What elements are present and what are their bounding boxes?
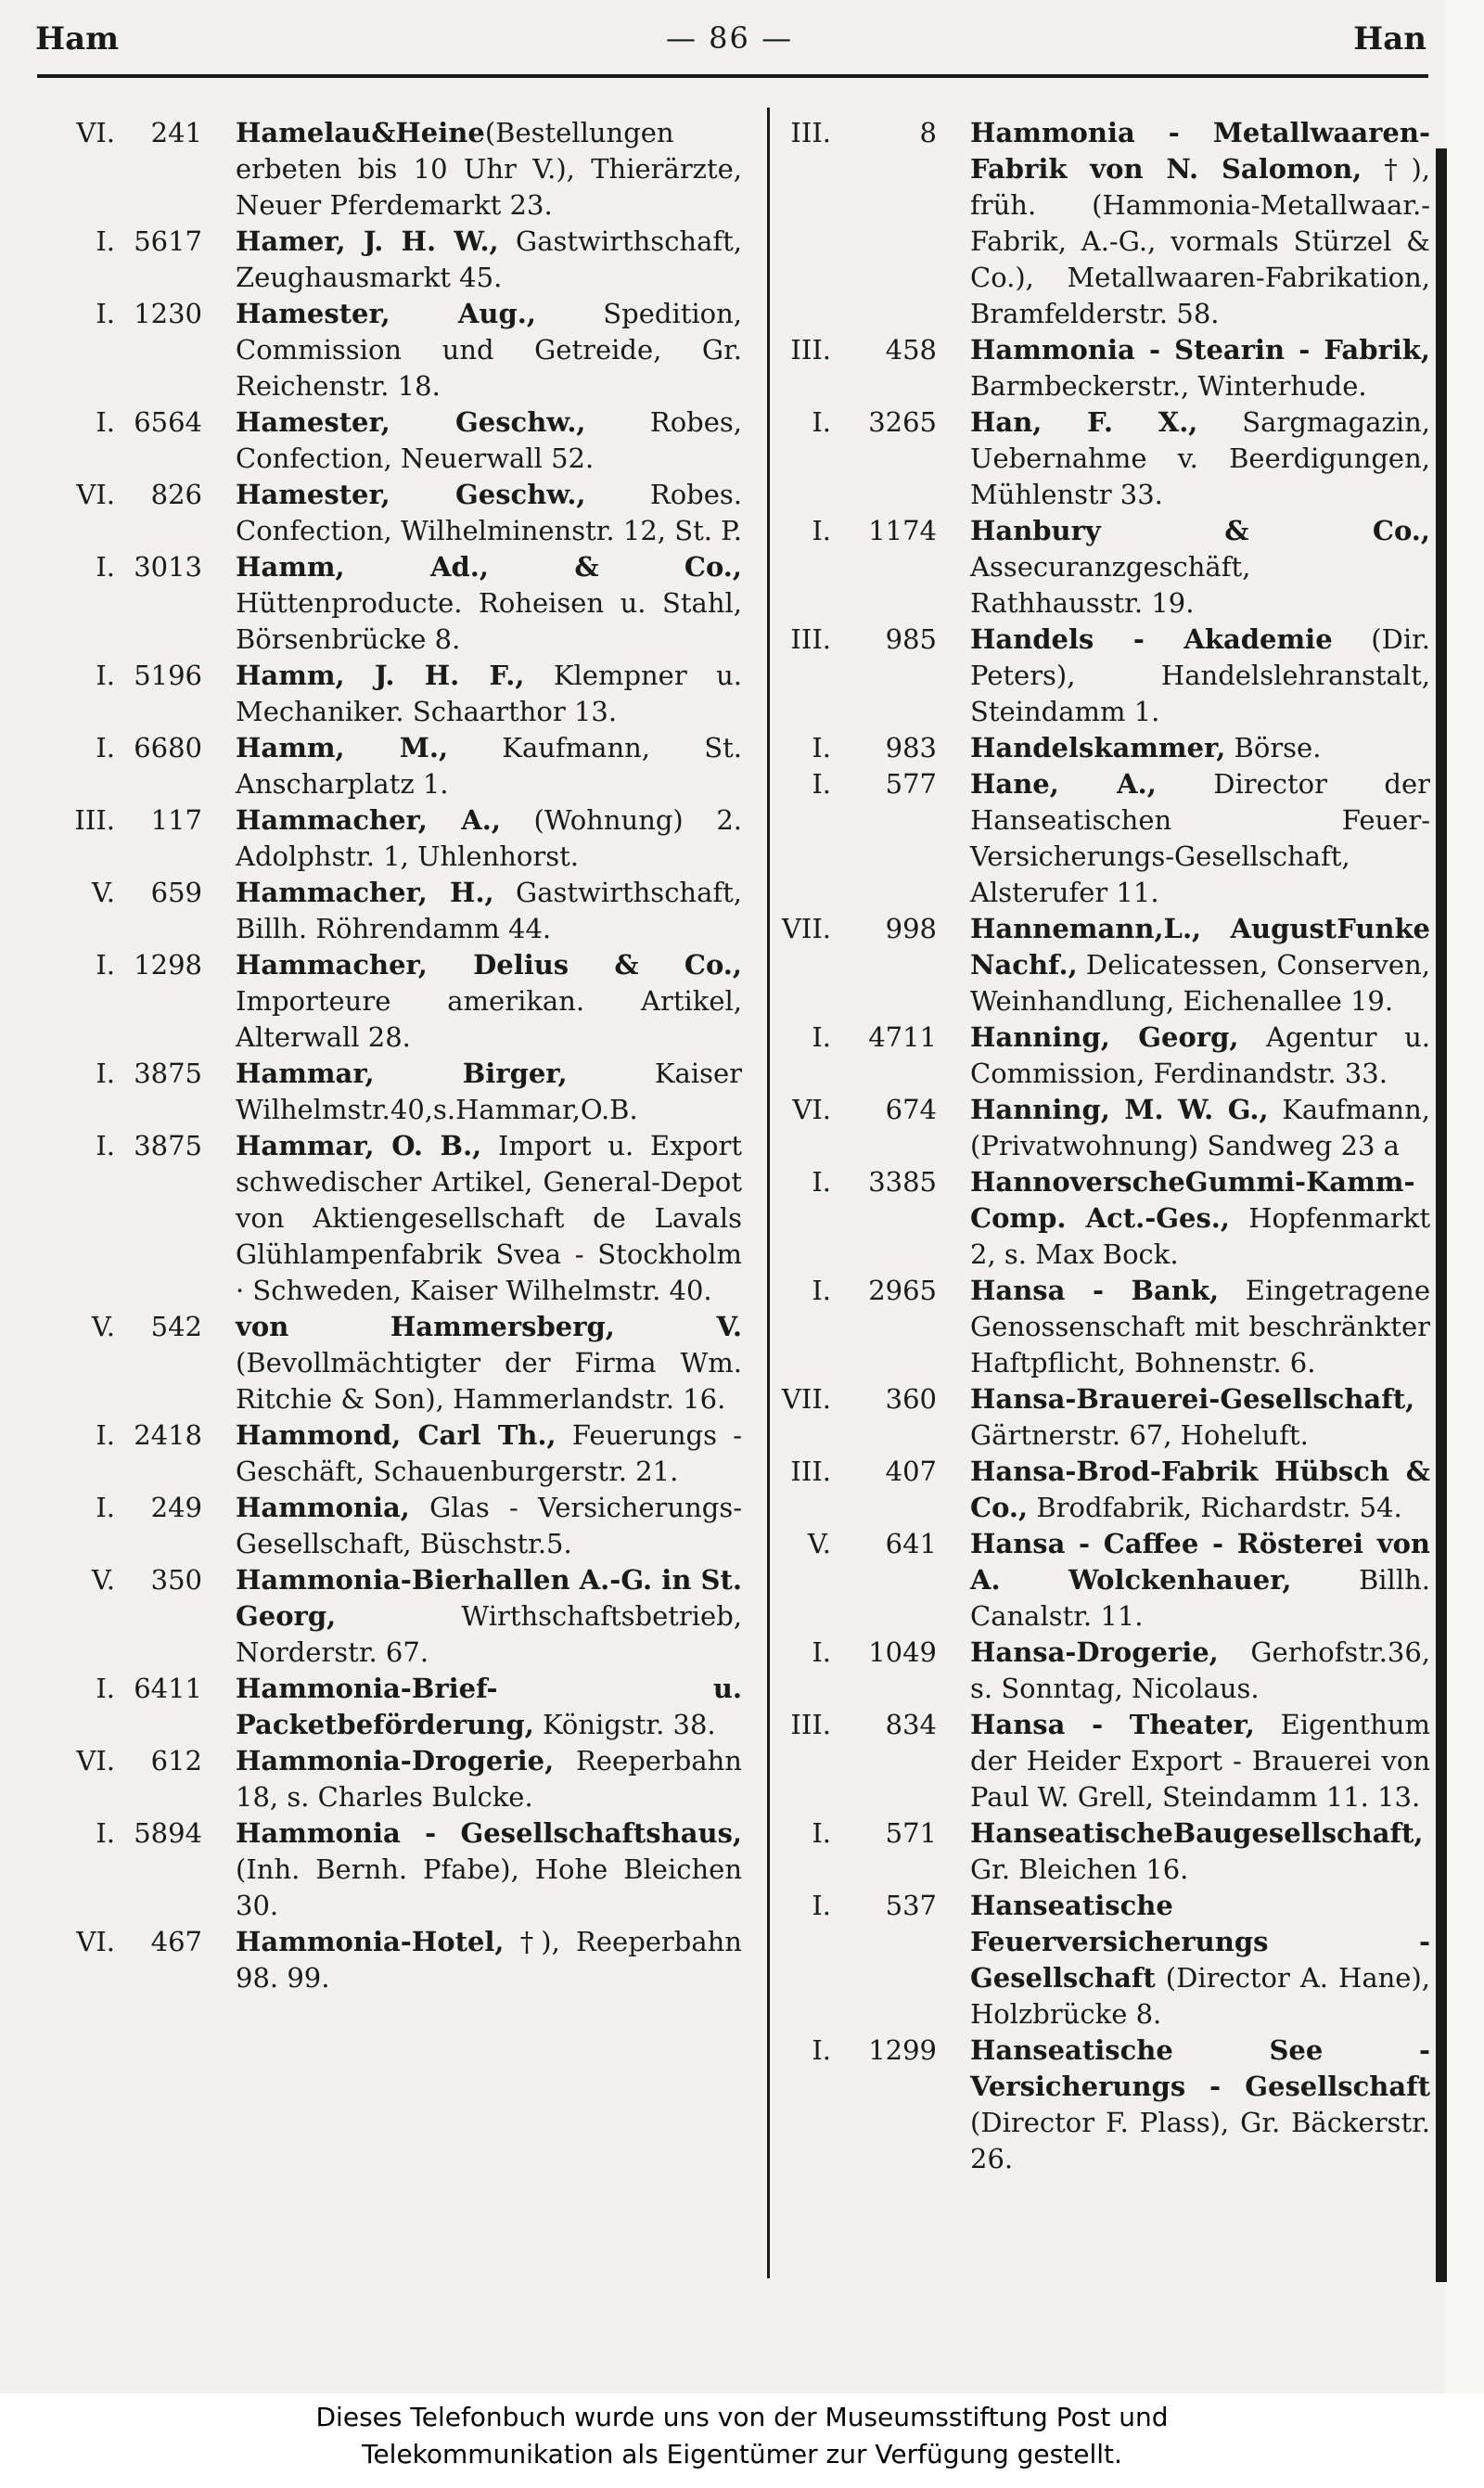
exchange-district: I.: [96, 732, 115, 763]
directory-entry: [770, 1454, 1430, 1526]
entry-text: [236, 1056, 742, 1128]
phone-number: [770, 1635, 937, 1671]
header-keyword-left: Ham: [35, 20, 120, 58]
phone-number: [54, 1309, 202, 1345]
phone-number: [54, 875, 202, 911]
subscriber-name: Hane, A.,: [970, 768, 1157, 800]
phone-number: [770, 1273, 937, 1309]
exchange-district: V.: [91, 1564, 115, 1596]
telephone-number: 1230: [134, 298, 202, 329]
telephone-number: 3875: [134, 1058, 202, 1089]
subscriber-name: Hannemann,L., AugustFunke Nachf.,: [970, 913, 1430, 981]
phone-number: [54, 947, 202, 983]
directory-entry: [770, 911, 1430, 1020]
subscriber-details: (Dir. Peters), Handelslehranstalt, Steindamm 1.: [970, 623, 1431, 727]
exchange-district: I.: [96, 1130, 115, 1161]
telephone-number: 3265: [868, 406, 937, 438]
exchange-district: III.: [790, 623, 831, 655]
directory-entry: [770, 1164, 1430, 1273]
telephone-number: 6564: [134, 406, 202, 438]
telephone-number: 6680: [134, 732, 202, 763]
directory-entry: [54, 115, 742, 224]
subscriber-name: Hamer, J. H. W.,: [236, 225, 499, 257]
subscriber-name: Hamm, Ad., & Co.,: [236, 551, 742, 583]
subscriber-name: Handels - Akademie: [970, 623, 1333, 655]
subscriber-name: Hammonia,: [236, 1492, 410, 1523]
phone-number: [770, 115, 937, 151]
phone-number: [770, 911, 937, 947]
page-header: [35, 20, 1426, 65]
subscriber-name: Hammonia-Hotel,: [236, 1926, 505, 1957]
entry-text: [970, 1381, 1430, 1454]
subscriber-details: Import u. Export schwedischer Artikel, General-Depot von Aktiengesellschaft de Lavals Glühlampenfabrik Svea - Stockholm · Schweden, Kaiser Wilhelmstr. 40.: [236, 1130, 743, 1306]
directory-entry: [770, 1526, 1430, 1635]
subscriber-name: Hansa-Brauerei-Gesellschaft,: [970, 1383, 1415, 1415]
phone-number: [770, 1815, 937, 1852]
telephone-number: 674: [885, 1094, 937, 1125]
entry-text: [970, 2033, 1430, 2177]
subscriber-name: Hamm, J. H. F.,: [236, 660, 525, 691]
subscriber-details: Kaufmann, St. Anscharplatz 1.: [236, 732, 742, 800]
entry-text: [236, 549, 742, 658]
directory-entry: [54, 224, 742, 296]
subscriber-details: †), Reeperbahn 98. 99.: [236, 1926, 742, 1994]
header-keyword-right: Han: [1353, 20, 1426, 58]
entry-text: [236, 1562, 742, 1671]
subscriber-name: Hammacher, A.,: [236, 804, 501, 836]
telephone-number: 407: [885, 1456, 937, 1487]
subscriber-name: Han, F. X.,: [970, 406, 1198, 438]
exchange-district: I.: [812, 1817, 831, 1849]
directory-entry: [770, 1888, 1430, 2033]
telephone-number: 241: [150, 117, 202, 148]
subscriber-name: Hansa-Drogerie,: [970, 1636, 1219, 1668]
exchange-district: I.: [96, 1492, 115, 1523]
telephone-number: 1174: [868, 515, 937, 546]
phone-number: [770, 1526, 937, 1562]
directory-entry: [770, 730, 1430, 766]
directory-entry: [54, 802, 742, 875]
entry-text: [970, 1888, 1430, 2033]
phone-number: [54, 730, 202, 766]
phone-number: [54, 1562, 202, 1598]
exchange-district: VI.: [76, 117, 115, 148]
subscriber-details: Hopfenmarkt 2, s. Max Bock.: [970, 1202, 1430, 1270]
entry-text: [236, 875, 742, 947]
telephone-number: 985: [885, 623, 937, 655]
telephone-number: 350: [150, 1564, 202, 1596]
phone-number: [54, 1815, 202, 1852]
subscriber-details: (Wohnung) 2. Adolphstr. 1, Uhlenhorst.: [236, 804, 742, 872]
exchange-district: VI.: [76, 479, 115, 510]
telephone-number: 8: [919, 117, 937, 148]
subscriber-details: Königstr. 38.: [533, 1709, 716, 1740]
phone-number: [54, 1490, 202, 1526]
entry-text: [970, 622, 1430, 730]
exchange-district: I.: [812, 1636, 831, 1668]
subscriber-details: Eigenthum der Heider Export - Brauerei von Paul W. Grell, Steindamm 11. 13.: [970, 1709, 1430, 1813]
subscriber-details: (Bestellungen erbeten bis 10 Uhr V.), Thierärzte, Neuer Pferdemarkt 23.: [236, 117, 742, 221]
telephone-number: 2418: [134, 1419, 202, 1451]
right-column: [770, 115, 1430, 2177]
exchange-district: I.: [812, 2034, 831, 2066]
subscriber-details: (Director F. Plass), Gr. Bäckerstr. 26.: [970, 2107, 1430, 2174]
binding-shadow: [1436, 148, 1447, 2282]
phone-number: [54, 224, 202, 260]
directory-entry: [54, 1815, 742, 1924]
subscriber-details: Börse.: [1225, 732, 1322, 763]
directory-entry: [54, 1417, 742, 1490]
exchange-district: VII.: [781, 1383, 831, 1415]
subscriber-details: Agentur u. Commission, Ferdinandstr. 33.: [970, 1021, 1430, 1089]
subscriber-name: Hammar, O. B.,: [236, 1130, 482, 1161]
entry-text: [970, 766, 1430, 911]
footer-note: [0, 2393, 1484, 2488]
subscriber-name: Hamester, Geschw.,: [236, 406, 586, 438]
subscriber-details: Sargmagazin, Uebernahme v. Beerdigungen, Mühlenstr 33.: [970, 406, 1430, 510]
phone-number: [770, 1381, 937, 1417]
phone-number: [54, 296, 202, 332]
entry-text: [970, 1020, 1430, 1092]
phone-number: [770, 513, 937, 549]
entry-text: [236, 404, 742, 477]
directory-entry: [54, 1562, 742, 1671]
entry-text: [236, 1128, 742, 1309]
phone-number: [54, 1671, 202, 1707]
entry-text: [970, 1273, 1430, 1381]
telephone-number: 360: [885, 1383, 937, 1415]
subscriber-name: Hanning, M. W. G.,: [970, 1094, 1269, 1125]
directory-entry: [54, 549, 742, 658]
exchange-district: I.: [96, 551, 115, 583]
subscriber-details: Gastwirthschaft, Zeughausmarkt 45.: [236, 225, 743, 293]
directory-entry: [770, 1381, 1430, 1454]
telephone-number: 571: [885, 1817, 937, 1849]
subscriber-details: (Director A. Hane), Holzbrücke 8.: [970, 1962, 1430, 2030]
exchange-district: V.: [91, 877, 115, 908]
subscriber-name: Hanseatische Feuerversicherungs - Gesellschaft: [970, 1890, 1430, 1994]
subscriber-details: Gerhofstr.36, s. Sonntag, Nicolaus.: [970, 1636, 1430, 1704]
exchange-district: I.: [96, 1058, 115, 1089]
phone-number: [54, 115, 202, 151]
subscriber-name: Hammar, Birger,: [236, 1058, 568, 1089]
entry-text: [970, 1815, 1430, 1888]
telephone-number: 641: [885, 1528, 937, 1559]
exchange-district: I.: [96, 298, 115, 329]
phone-number: [54, 1924, 202, 1960]
exchange-district: I.: [96, 1817, 115, 1849]
directory-entry: [54, 1490, 742, 1562]
subscriber-name: von Hammersberg, V.: [236, 1311, 742, 1342]
telephone-number: 2965: [868, 1275, 937, 1306]
entry-text: [236, 1815, 742, 1924]
telephone-number: 5196: [134, 660, 202, 691]
exchange-district: I.: [96, 949, 115, 981]
telephone-number: 3385: [868, 1166, 937, 1198]
phone-number: [770, 1707, 937, 1743]
telephone-number: 659: [150, 877, 202, 908]
entry-text: [236, 1671, 742, 1743]
subscriber-details: Delicatessen, Conserven, Weinhandlung, Eichenallee 19.: [970, 949, 1430, 1017]
subscriber-name: Hamm, M.,: [236, 732, 449, 763]
telephone-number: 5617: [134, 225, 202, 257]
subscriber-name: Hamelau&Heine: [236, 117, 485, 148]
page-edge: [1445, 0, 1484, 2393]
exchange-district: I.: [96, 225, 115, 257]
directory-entry: [54, 1309, 742, 1417]
phone-number: [54, 802, 202, 839]
exchange-district: I.: [812, 768, 831, 800]
subscriber-details: Klempner u. Mechaniker. Schaarthor 13.: [236, 660, 743, 727]
exchange-district: III.: [790, 1709, 831, 1740]
exchange-district: III.: [790, 334, 831, 366]
subscriber-details: Kaiser Wilhelmstr.40,s.Hammar,O.B.: [236, 1058, 742, 1125]
exchange-district: I.: [812, 1890, 831, 1921]
entry-text: [236, 224, 742, 296]
directory-entry: [770, 404, 1430, 513]
telephone-number: 537: [885, 1890, 937, 1921]
telephone-number: 983: [885, 732, 937, 763]
footer-line-2: Telekommunikation als Eigentümer zur Verfügung gestellt.: [362, 2439, 1122, 2469]
entry-text: [236, 730, 742, 802]
entry-text: [236, 115, 742, 224]
directory-entry: [54, 404, 742, 477]
telephone-number: 4711: [868, 1021, 937, 1053]
phone-number: [54, 404, 202, 441]
phone-number: [770, 1454, 937, 1490]
entry-text: [236, 296, 742, 404]
phone-number: [54, 1743, 202, 1779]
subscriber-name: Hammonia-Drogerie,: [236, 1745, 555, 1776]
entry-text: [236, 1490, 742, 1562]
directory-entry: [54, 947, 742, 1056]
subscriber-details: Robes, Confection, Neuerwall 52.: [236, 406, 743, 474]
directory-entry: [770, 115, 1430, 332]
exchange-district: I.: [96, 406, 115, 438]
exchange-district: I.: [812, 1275, 831, 1306]
telephone-number: 5894: [134, 1817, 202, 1849]
subscriber-name: Hansa-Brod-Fabrik Hübsch & Co.,: [970, 1456, 1430, 1523]
entry-text: [236, 802, 742, 875]
subscriber-name: Hamester, Aug.,: [236, 298, 536, 329]
telephone-number: 458: [885, 334, 937, 366]
exchange-district: VI.: [76, 1745, 115, 1776]
subscriber-details: Billh. Canalstr. 11.: [970, 1564, 1430, 1632]
exchange-district: VII.: [781, 913, 831, 944]
directory-entry: [54, 658, 742, 730]
subscriber-details: Brodfabrik, Richardstr. 54.: [1028, 1492, 1402, 1523]
entry-text: [970, 1526, 1430, 1635]
exchange-district: V.: [807, 1528, 831, 1559]
exchange-district: III.: [74, 804, 115, 836]
directory-entry: [770, 622, 1430, 730]
phone-number: [770, 1164, 937, 1200]
telephone-number: 612: [150, 1745, 202, 1776]
entry-text: [236, 1924, 742, 1996]
subscriber-name: Hansa - Caffee - Rösterei von A. Wolckenhauer,: [970, 1528, 1430, 1596]
entry-text: [970, 404, 1430, 513]
entry-text: [970, 911, 1430, 1020]
telephone-number: 3013: [134, 551, 202, 583]
subscriber-name: Hammonia-Bierhallen A.-G. in St. Georg,: [236, 1564, 742, 1632]
phone-number: [54, 477, 202, 513]
entry-text: [236, 1417, 742, 1490]
entry-text: [236, 1743, 742, 1815]
left-column: [54, 115, 742, 1996]
entry-text: [236, 477, 742, 549]
subscriber-name: Hamester, Geschw.,: [236, 479, 586, 510]
telephone-number: 3875: [134, 1130, 202, 1161]
subscriber-details: Hüttenproducte. Roheisen u. Stahl, Börsenbrücke 8.: [236, 587, 742, 655]
subscriber-name: Hammonia - Metallwaaren-Fabrik von N. Salomon,: [970, 117, 1430, 185]
subscriber-details: Glas - Versicherungs-Gesellschaft, Büschstr.5.: [236, 1492, 742, 1559]
subscriber-details: Robes. Confection, Wilhelminenstr. 12, St. P.: [236, 479, 743, 546]
subscriber-name: Hanbury & Co.,: [970, 515, 1430, 546]
telephone-number: 834: [885, 1709, 937, 1740]
exchange-district: VI.: [792, 1094, 831, 1125]
exchange-district: III.: [790, 117, 831, 148]
directory-entry: [770, 332, 1430, 404]
directory-entry: [770, 2033, 1430, 2177]
subscriber-name: Hammacher, H.,: [236, 877, 494, 908]
subscriber-name: Hammacher, Delius & Co.,: [236, 949, 742, 981]
entry-text: [970, 1164, 1430, 1273]
directory-entry: [54, 477, 742, 549]
directory-entry: [770, 1707, 1430, 1815]
subscriber-details: Director der Hanseatischen Feuer-Versicherungs-Gesellschaft, Alsterufer 11.: [970, 768, 1430, 908]
phone-number: [770, 730, 937, 766]
phone-number: [54, 549, 202, 585]
exchange-district: VI.: [76, 1926, 115, 1957]
subscriber-name: Hammonia - Gesellschaftshaus,: [236, 1817, 742, 1849]
exchange-district: I.: [812, 1021, 831, 1053]
subscriber-name: HannoverscheGummi-Kamm-Comp. Act.-Ges.,: [970, 1166, 1415, 1234]
telephone-number: 117: [150, 804, 202, 836]
telephone-number: 467: [150, 1926, 202, 1957]
phone-number: [770, 332, 937, 368]
page-number: — 86 —: [666, 20, 794, 56]
entry-text: [970, 1454, 1430, 1526]
subscriber-details: Gastwirthschaft, Billh. Röhrendamm 44.: [236, 877, 743, 944]
telephone-number: 577: [885, 768, 937, 800]
entry-text: [970, 730, 1430, 766]
telephone-number: 998: [885, 913, 937, 944]
footer-line-1: Dieses Telefonbuch wurde uns von der Museumsstiftung Post und: [315, 2402, 1169, 2432]
phone-number: [770, 622, 937, 658]
phone-number: [770, 1020, 937, 1056]
subscriber-details: Importeure amerikan. Artikel, Alterwall 28.: [236, 985, 742, 1053]
subscriber-details: Gärtnerstr. 67, Hoheluft.: [970, 1419, 1309, 1451]
telephone-number: 249: [150, 1492, 202, 1523]
exchange-district: I.: [812, 515, 831, 546]
entry-text: [236, 947, 742, 1056]
subscriber-name: HanseatischeBaugesellschaft,: [970, 1817, 1424, 1849]
entry-text: [970, 115, 1430, 332]
subscriber-details: Eingetragene Genossenschaft mit beschränkter Haftpflicht, Bohnenstr. 6.: [970, 1275, 1430, 1379]
subscriber-details: Spedition, Commission und Getreide, Gr. Reichenstr. 18.: [236, 298, 743, 402]
phone-number: [770, 1092, 937, 1128]
directory-entry: [770, 1273, 1430, 1381]
directory-entry: [54, 1743, 742, 1815]
telephone-number: 1049: [868, 1636, 937, 1668]
subscriber-details: Reeperbahn 18, s. Charles Bulcke.: [236, 1745, 742, 1813]
phone-number: [54, 1128, 202, 1164]
subscriber-name: Hammonia - Stearin - Fabrik,: [970, 334, 1430, 366]
directory-entry: [54, 730, 742, 802]
directory-entry: [770, 766, 1430, 911]
telephone-number: 826: [150, 479, 202, 510]
directory-entry: [54, 1924, 742, 1996]
directory-entry: [54, 1128, 742, 1309]
header-rule: [37, 74, 1428, 78]
subscriber-details: Kaufmann, (Privatwohnung) Sandweg 23 a: [970, 1094, 1430, 1161]
telephone-number: 1298: [134, 949, 202, 981]
entry-text: [970, 513, 1430, 622]
phone-number: [770, 2033, 937, 2069]
phone-number: [54, 1417, 202, 1454]
subscriber-details: (Bevollmächtigter der Firma Wm. Ritchie & Son), Hammerlandstr. 16.: [236, 1347, 742, 1415]
directory-entry: [54, 1056, 742, 1128]
subscriber-details: Wirthschaftsbetrieb, Norderstr. 67.: [236, 1600, 742, 1668]
directory-entry: [54, 296, 742, 404]
directory-entry: [770, 513, 1430, 622]
directory-entry: [770, 1092, 1430, 1164]
subscriber-name: Hansa - Bank,: [970, 1275, 1220, 1306]
subscriber-name: Hammonia-Brief- u. Packetbeförderung,: [236, 1673, 742, 1740]
entry-text: [236, 1309, 742, 1417]
exchange-district: I.: [96, 660, 115, 691]
subscriber-details: Feuerungs - Geschäft, Schauenburgerstr. 21.: [236, 1419, 743, 1487]
exchange-district: I.: [812, 1166, 831, 1198]
subscriber-name: Hanning, Georg,: [970, 1021, 1239, 1053]
phone-number: [770, 766, 937, 802]
subscriber-details: Assecuranzgeschäft, Rathhausstr. 19.: [970, 551, 1251, 619]
telephone-number: 542: [150, 1311, 202, 1342]
entry-text: [970, 1092, 1430, 1164]
subscriber-name: Hammond, Carl Th.,: [236, 1419, 556, 1451]
directory-entry: [54, 875, 742, 947]
exchange-district: I.: [812, 406, 831, 438]
subscriber-details: (Inh. Bernh. Pfabe), Hohe Bleichen 30.: [236, 1853, 742, 1921]
entry-text: [236, 658, 742, 730]
subscriber-name: Hansa - Theater,: [970, 1709, 1255, 1740]
entry-text: [970, 1635, 1430, 1707]
subscriber-details: Barmbeckerstr., Winterhude.: [970, 370, 1367, 402]
telephone-number: 1299: [868, 2034, 937, 2066]
phone-number: [770, 404, 937, 441]
telephone-number: 6411: [134, 1673, 202, 1704]
phone-number: [770, 1888, 937, 1924]
directory-entry: [770, 1020, 1430, 1092]
subscriber-name: Handelskammer,: [970, 732, 1226, 763]
exchange-district: I.: [96, 1419, 115, 1451]
exchange-district: I.: [812, 732, 831, 763]
exchange-district: V.: [91, 1311, 115, 1342]
entry-text: [970, 1707, 1430, 1815]
subscriber-name: Hanseatische See - Versicherungs - Gesellschaft: [970, 2034, 1430, 2102]
exchange-district: I.: [96, 1673, 115, 1704]
subscriber-details: †), früh. (Hammonia-Metallwaar.-Fabrik, A.-G., vormals Stürzel & Co.), Metallwaaren-Fabrikation, Bramfelderstr. 58.: [970, 153, 1430, 329]
phone-number: [54, 658, 202, 694]
exchange-district: III.: [790, 1456, 831, 1487]
directory-entry: [54, 1671, 742, 1743]
entry-text: [970, 332, 1430, 404]
subscriber-details: Gr. Bleichen 16.: [970, 1853, 1189, 1885]
directory-entry: [770, 1815, 1430, 1888]
directory-entry: [770, 1635, 1430, 1707]
phone-number: [54, 1056, 202, 1092]
